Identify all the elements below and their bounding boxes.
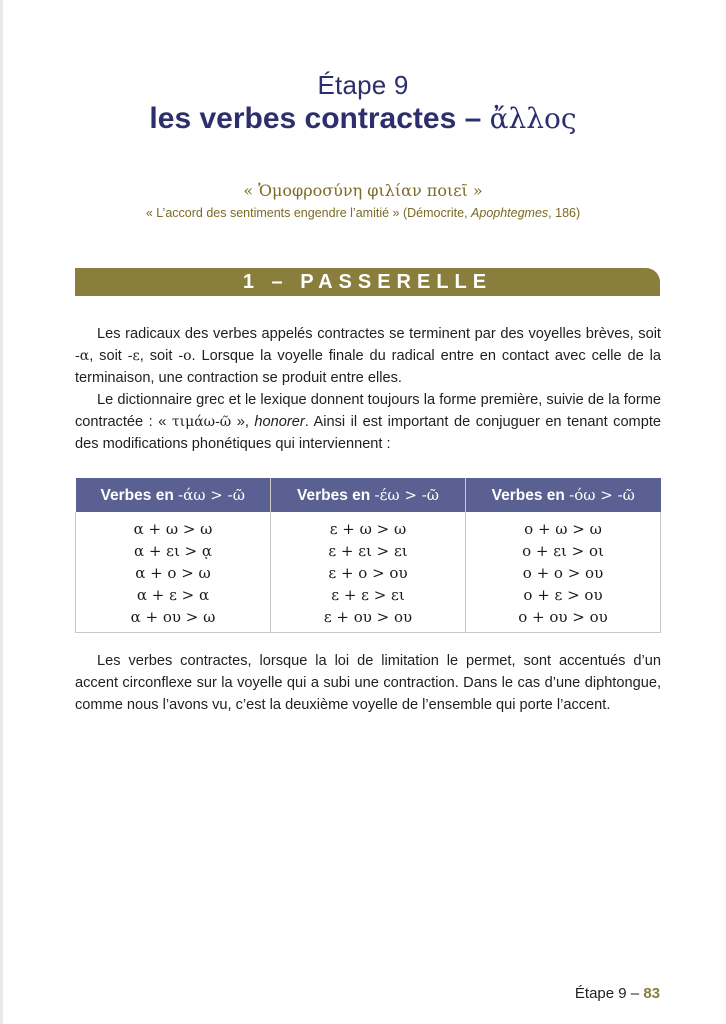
p2-text-3: . Ainsi il est important de conjuguer en tenant compte des modifications phonétiques qui interviennent : xyxy=(75,414,662,452)
column-header-alpha-text: Verbes en xyxy=(100,486,179,504)
column-header-epsilon xyxy=(271,478,466,512)
contraction-rule: α + ε > α xyxy=(136,586,210,604)
epigraph-translation-text: « L’accord des sentiments engendre l’amitié » xyxy=(145,206,400,220)
contraction-rule: ε + ει > ει xyxy=(328,542,408,560)
epigraph-greek: « Ὁμοφροσύνη φιλίαν ποιεῖ » xyxy=(243,181,483,200)
column-header-alpha xyxy=(76,478,271,512)
contraction-rule: α + ω > ω xyxy=(133,520,213,538)
contraction-rule: ο + ω > ω xyxy=(524,520,602,538)
epigraph-translation xyxy=(0,206,726,220)
p2-greek-1: τιμάω-ῶ xyxy=(171,414,232,430)
contraction-rule: ο + ου > ου xyxy=(518,608,608,626)
p3-text: Les verbes contractes, lorsque la loi de limitation le permet, sont accentués d’un accent circonflexe sur la voyelle qui a subi une contraction. Dans le cas d’une diphtongue, comme nous l’avons vu, c’est la deuxième voyelle de l’ensemble qui porte l’accent. xyxy=(75,653,661,713)
column-header-alpha-greek: -άω > -ῶ xyxy=(178,485,245,504)
column-header-omicron-greek: -όω > -ῶ xyxy=(569,485,635,504)
column-header-omicron xyxy=(466,478,661,512)
p1-text-4: . Lorsque la voyelle finale du radical entre en contact avec celle de la terminaison, une contraction se produit entre elles. xyxy=(75,348,662,386)
paragraph-radicaux xyxy=(75,323,661,389)
epigraph-source-pre: (Démocrite, xyxy=(399,206,472,220)
p1-greek-1: -α xyxy=(75,348,90,364)
column-header-epsilon-text: Verbes en xyxy=(296,486,375,504)
step-label: Étape 9 xyxy=(317,70,409,100)
paragraph-accent xyxy=(75,650,661,716)
p2-text-1: Le dictionnaire grec et le lexique donnent toujours la forme première, suivie de la forme contractée : « xyxy=(75,392,661,430)
column-header-epsilon-greek: -έω > -ῶ xyxy=(374,485,440,504)
contraction-table xyxy=(75,478,661,633)
p1-text-2: , soit xyxy=(89,348,128,364)
chapter-title-text: les verbes contractes – xyxy=(149,102,490,135)
rules-cell-epsilon xyxy=(271,512,466,633)
p1-greek-3: -ο xyxy=(178,348,192,364)
paragraph-dictionnaire xyxy=(75,389,661,455)
rules-cell-alpha xyxy=(76,512,271,633)
p1-text-3: , soit xyxy=(139,348,179,364)
footer-label: Étape 9 – xyxy=(574,985,644,1002)
column-header-omicron-text: Verbes en xyxy=(491,486,570,504)
chapter-title xyxy=(0,102,726,136)
chapter-title-greek: ἄλλος xyxy=(489,102,577,135)
p2-italic: honorer xyxy=(254,414,305,430)
section-heading: 1 – PASSERELLE xyxy=(75,268,660,296)
page-edge xyxy=(0,0,3,1024)
contraction-rule: ε + ου > ου xyxy=(323,608,413,626)
p1-text-1: Les radicaux des verbes appelés contractes se terminent par des voyelles brèves, soit xyxy=(97,326,661,342)
contraction-rule: ε + ε > ει xyxy=(331,586,405,604)
contraction-rule: ο + ει > οι xyxy=(522,542,604,560)
contraction-rule: ε + ο > ου xyxy=(328,564,408,582)
page-number: 83 xyxy=(643,985,660,1002)
contraction-rule: α + ο > ω xyxy=(135,564,211,582)
p2-text-2: », xyxy=(231,414,255,430)
contraction-rule: ο + ε > ου xyxy=(523,586,603,604)
p1-greek-2: -ε xyxy=(127,348,140,364)
rules-cell-omicron xyxy=(466,512,661,633)
contraction-rule: ο + ο > ου xyxy=(522,564,604,582)
contraction-rule: α + ου > ω xyxy=(130,608,216,626)
contraction-rule: ε + ω > ω xyxy=(329,520,407,538)
page-footer xyxy=(575,985,660,1002)
epigraph-source-work: Apophtegmes xyxy=(471,206,549,220)
epigraph-source-post: , 186) xyxy=(548,206,581,220)
contraction-rule: α + ει > ᾳ xyxy=(133,542,213,560)
